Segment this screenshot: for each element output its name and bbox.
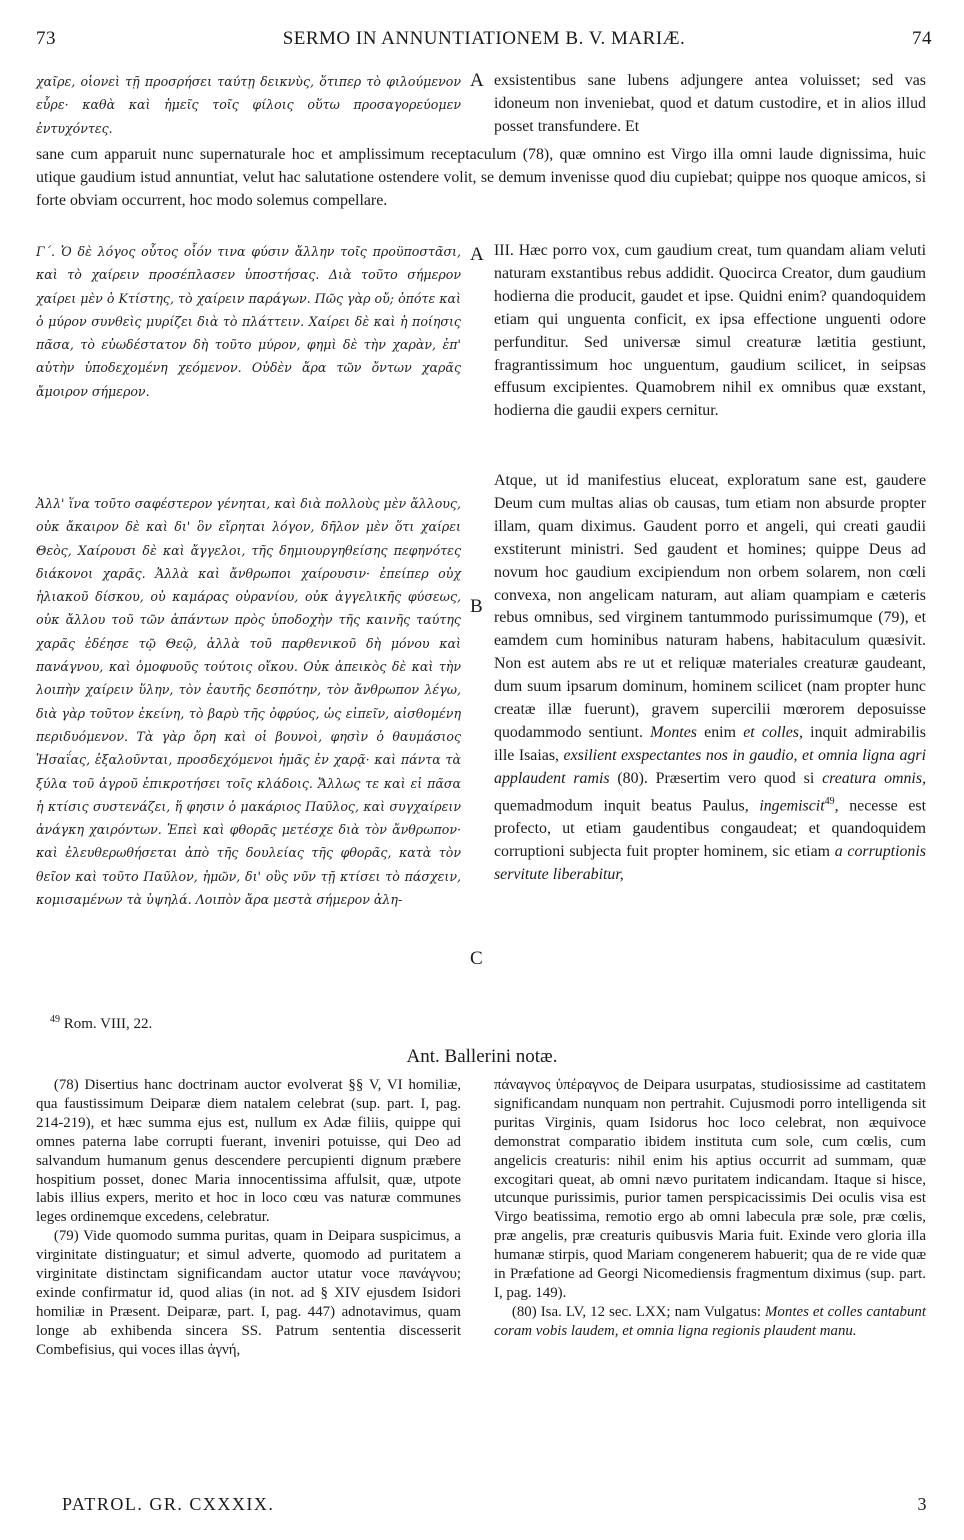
- footnote-number: 49: [50, 1014, 60, 1025]
- latin-p3-footnote-ref: 49: [824, 795, 835, 807]
- greek-paragraph-2: Γ΄. Ὁ δὲ λόγος οὗτος οἷόν τινα φύσιν ἄλλην τοῖς προϋποστᾶσι, καὶ τὸ χαίρειν προσέπλασεν ὑποστήσας. Διὰ τοῦτο σήμερον χαίρει μὲν ὁ Κτίστης, τὸ χαίρειν παράγων. Πῶς γὰρ οὔ; ὁπότε καὶ ὁ μύρον συνθεὶς μυρίζει διὰ τὸ πλάττειν. Χαίρει δὲ καὶ ἡ ποίησις πᾶσα, τὸ εὐωδέστατον δὴ τοῦτο μύρον, φημὶ δὲ τὴν χαρὰν, ἐπ' αὐτὴν ὑποδεχομένη χεόμενον. Οὐδὲν ἄρα τῶν ὄντων χαρᾶς ἄμοιρον σήμερον.: [36, 244, 461, 399]
- footnote-text: Rom. VIII, 22.: [63, 1016, 153, 1032]
- margin-marker-b: B: [470, 596, 483, 617]
- notes-left-column: [36, 1076, 461, 1360]
- note-80-text: (80) Isa. LV, 12 sec. LXX; nam Vulgatus:: [511, 1303, 761, 1320]
- greek-paragraph-1: χαῖρε, οἱονεὶ τῇ προσρήσει ταύτῃ δεικνὺς, ὅτιπερ τὸ φιλούμενον εὗρε· καθὰ καὶ ἡμεῖς τοῖς φίλοις οὕτω προσαγορεύομεν ἐντυχόντες.: [36, 74, 461, 136]
- note-80-italic: Montes et colles cantabunt coram vobis laudem, et omnia ligna regionis plaudent manu.: [494, 1303, 926, 1339]
- page-number-right: 74: [912, 28, 932, 49]
- latin-paragraph-1: exsistentibus sane lubens adjungere antea voluisset; sed vas idoneum non inveniebat, quod et datum custodire, et in alios illud posset transfundere. Et: [494, 72, 926, 135]
- latin-p3-italic-6: a corruptionis servitute liberabitur,: [494, 842, 926, 883]
- latin-paragraph-2: III. Hæc porro vox, cum gaudium creat, tum quandam aliam veluti naturam exstantibus rebus addidit. Quocirca Creator, dum gaudium hodierna die producit, gaudet et ipse. Quidni enim? quandoquidem etiam qui unguenta conficit, ex ipsa effectione unguenti odore perfunditur. Sed universæ simul creaturæ lætitia gestiunt, fragrantissimum hoc unguentum, gaudium scilicet, in seipsas effusum excipientes. Quamobrem nihil ex omnibus quæ exstant, hodierna die gaudii expers cernitur.: [494, 242, 926, 420]
- running-title: SERMO IN ANNUNTIATIONEM B. V. MARIÆ.: [282, 28, 686, 49]
- notes-title: Ant. Ballerini notæ.: [406, 1046, 558, 1067]
- page-footer: [62, 1494, 928, 1520]
- page-number-left: 73: [36, 28, 56, 49]
- latin-p3-text-f: , necesse est profecto, ut etiam gaudentibus congaudeat; et quandoquidem corruptioni subjecta fuit propter hominem, sic etiam: [494, 796, 926, 860]
- latin-p3-italic-2: et colles,: [743, 723, 803, 741]
- note-80: [494, 1303, 926, 1341]
- latin-p3-text-a: Atque, ut id manifestius eluceat, exploratum sane est, gaudere Deum cum multas alias ob causas, tum etiam non absurde propter illam, quam diximus. Gaudent porro et angeli, qui creati gaudii exstiterunt ministri. Sed gaudent et homines; quippe Deus ad novum hoc gaudium excipiendum non orbem solarem, non cœli convexa, non angelicam naturam, aut aliam quampiam e cæteris rebus omnibus, sed virginem tantummodo purissimumque (79), et eamdem cum hominibus naturam habens, habitaculum quæsivit. Non est autem abs re ut et reliquæ materiales creaturæ gaudeant, dum suum ipsarum dominum, hominem scilicet (nam propter hunc creatæ illæ fuerunt), gravem supercilii mœrorem deposuisse quodammodo sentiunt.: [494, 472, 926, 741]
- latin-p3-italic-1: Montes: [650, 723, 697, 741]
- note-79-continued: πάναγνος ὑπέραγνος de Deipara usurpatas, studiosissime ad castitatem significandam nunquam non pertrahit. Cujusmodi porro intelligenda sit puritas Virginis, quam Isidorus hoc loco celebrat, non æquivoce demonstrat comparatio ibidem instituta cum sole, cum cœlis, cum angelicis creaturis: nihil enim his aptius occurrit ad summam, quæ excogitari queat, ab omni nævo puritatem indicandam. Itaque si hisce, utcunque purissimis, purior tamen perspicacissimis Dei oculis visa est Virgo beatissima, remotio ergo ab omni labecula præ sole, præ cœlis, præ angelis, præ creaturis quibusvis Maria fuit. Exinde vero gloria illa humanæ stirpis, quod Mariam congenerem habuerit; qua de re vide quæ in Præfatione ad Georgi Nicomediensis fragmentum diximus (sup. part. I, pag. 149).: [494, 1077, 926, 1301]
- latin-paragraph-3: [494, 470, 926, 887]
- margin-marker-a-2: A: [470, 244, 484, 265]
- notes-right-column: [494, 1076, 926, 1341]
- latin-p3-text-e: quemadmodum inquit beatus Paulus,: [494, 796, 749, 814]
- latin-p3-text-b: enim: [704, 723, 736, 741]
- margin-marker-a: A: [470, 70, 484, 91]
- latin-p3-italic-3: exsilient exspectantes nos in gaudio, et omnia ligna agri applaudent ramis: [494, 746, 926, 787]
- footer-gathering-number: 3: [917, 1494, 928, 1514]
- note-79: (79) Vide quomodo summa puritas, quam in Deipara suspicimus, a virginitate distinguatur; et simul adverte, quomodo ad puritatem a virginitate distinctam significandam auctor utatur voce πανάγνου; exinde confirmatur id, quod alias (in not. ad § XIV ejusdem Isidori homiliæ in Præsent. Deiparæ, part. I, pag. 447) adnotavimus, quam longe ab exhibenda sincera SS. Patrum sententia discesserit Combefisius, qui voces illas ἁγνή,: [36, 1228, 461, 1358]
- latin-p3-italic-4: creatura omnis,: [822, 769, 927, 787]
- latin-p3-text-c: inquit admirabilis ille Isaias,: [494, 723, 926, 764]
- greek-paragraph-3: Ἀλλ' ἵνα τοῦτο σαφέστερον γένηται, καὶ διὰ πολλοὺς μὲν ἄλλους, οὐκ ἄκαιρον δὲ καὶ δι' ὃν εἴρηται λόγον, δῆλον μὲν ὅτι χαίρει Θεὸς, Χαίρουσι δὲ καὶ ἄγγελοι, τῆς δημιουργηθείσης πεφηνότες διάκονοι χαρᾶς. Ἀλλὰ καὶ ἄνθρωποι χαίρουσιν· ἐπείπερ οὐχ ἡλιακοῦ δίσκου, οὐ καμάρας οὐρανίου, οὐκ ἀγγελικῆς φύσεως, οὐκ ἄλλου τοῦ τῶν ἁπάντων πρὸς ὑποδοχὴν τῆς καινῆς ταύτης χαρᾶς ἐδέησε τῷ Θεῷ, ἀλλὰ τοῦ παρθενικοῦ δὴ μόνου καὶ πανάγνου, καὶ ὁμοφυοῦς τούτοις οἴκου. Οὐκ ἀπεικὸς δὲ καὶ τὴν λοιπὴν χαίρειν ὕλην, τὸν ἑαυτῆς δεσπότην, τὸν ἄνθρωπον λέγω, διὰ γὰρ τοῦτον ἐκείνη, τὸ βαρὺ τῆς ὀφρύος, ὡς εἰπεῖν, αἰσθομένη περιδυόμενον. Τὰ γὰρ ὄρη καὶ οἱ βουνοὶ, φησὶν ὁ θαυμάσιος Ἡσαΐας, ἐξαλοῦνται, προσδεχόμενοι ἡμᾶς ἐν χαρᾷ· καὶ πάντα τὰ ξύλα τοῦ ἀγροῦ ἐπικροτήσει τοῖς κλάδοις. Ἄλλως τε καὶ εἰ πᾶσα ἡ κτίσις συστενάζει, ἥ φησιν ὁ μακάριος Παῦλος, καὶ συγχαίρειν ἀνάγκη χαιρόντων. Ἐπεὶ καὶ φθορᾶς μετέσχε διὰ τὸν ἄνθρωπον· καὶ ἐλευθερωθήσεται ἀπὸ τῆς δουλείας τῆς φθορᾶς, κατὰ τὸν θεῖον καὶ τοῦτο Παῦλον, ἡμῶν, δι' οὓς νῦν τῇ κτίσει τὸ πάσχειν, κομισαμένων τὰ ὑψηλά. Λοιπὸν ἄρα μεστὰ σήμερον ἀλη-: [36, 496, 461, 908]
- running-header: [36, 28, 932, 64]
- latin-full-width-text: sane cum apparuit nunc supernaturale hoc et amplissimum receptaculum (78), quæ omnino est Virgo illa omni laude dignissima, huic utique gaudium istud annuntiat, velut hac salutatione ostendere volit, se demum invenisse quod diu cupiebat; quippe nos quoque amicos, si forte obviam occurrent, hoc modo solemus compellare.: [36, 146, 926, 209]
- footer-signature: PATROL. GR. CXXXIX.: [62, 1494, 275, 1514]
- margin-marker-c: C: [470, 948, 483, 969]
- latin-p3-italic-5: ingemiscit: [759, 796, 825, 814]
- greek-footnote: [50, 1014, 460, 1033]
- latin-p3-text-d: (80). Præsertim vero quod si: [617, 769, 815, 787]
- note-78: (78) Disertius hanc doctrinam auctor evolverat §§ V, VI homiliæ, qua faustissimum Deiparæ diem natalem celebrat (sup. part. I, pag. 214-219), et hæc summa ejus est, nullum ex Adæ filiis, quippe qui omnes paterna labe corrupti fuerant, inveniri potuisse, qui Deo ad salvandum humanum genus descendere percupienti dignum præbere hospitium posset, donec Maria innocentissima affulsit, quæ, utpote labis illius expers, merito et hoc in loco cœu vas naturæ communes leges ordinemque excedens, celebratur.: [36, 1077, 461, 1226]
